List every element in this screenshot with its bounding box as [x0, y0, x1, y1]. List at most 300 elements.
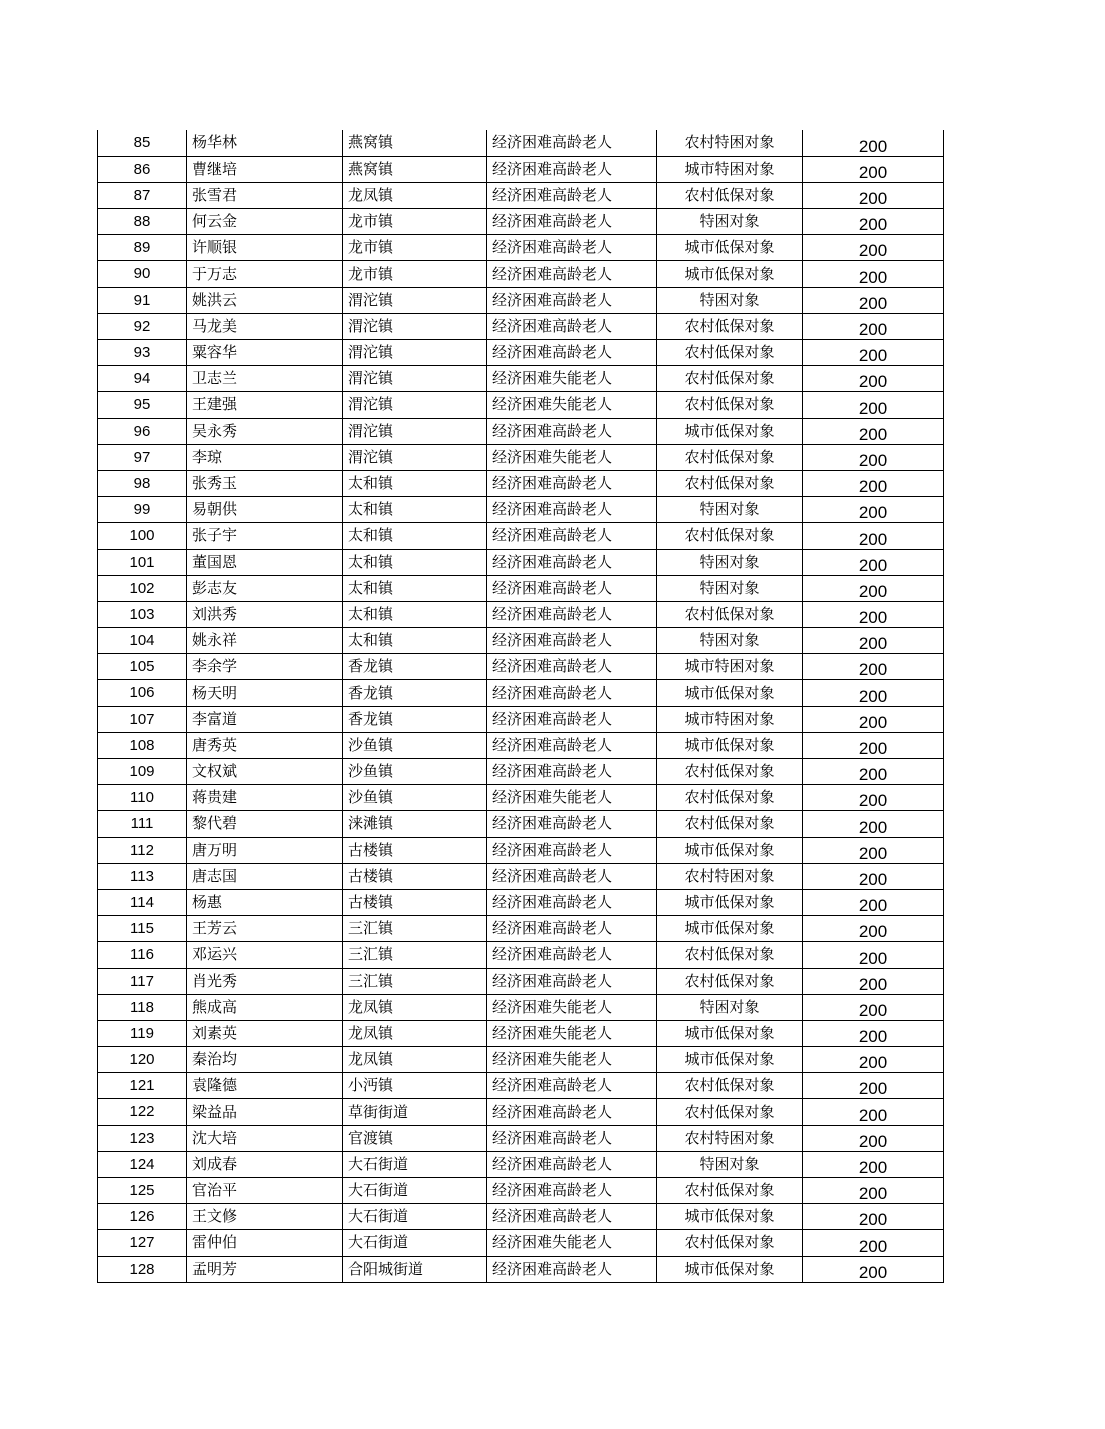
table-row — [98, 654, 944, 680]
table-row — [98, 1151, 944, 1177]
table-row — [98, 1099, 944, 1125]
amount-cell: 200 — [803, 575, 944, 601]
row-number-cell: 95 — [98, 392, 187, 418]
amount-cell: 200 — [803, 1099, 944, 1125]
subsidy-type-cell: 城市低保对象 — [657, 1256, 803, 1282]
table-row — [98, 156, 944, 182]
row-number-cell: 100 — [98, 523, 187, 549]
row-number-cell: 109 — [98, 759, 187, 785]
category-cell: 经济困难高龄老人 — [487, 601, 657, 627]
row-number-cell: 99 — [98, 497, 187, 523]
town-cell: 太和镇 — [343, 470, 487, 496]
amount-cell: 200 — [803, 523, 944, 549]
amount-cell: 200 — [803, 1020, 944, 1046]
table-row — [98, 235, 944, 261]
row-number-cell: 92 — [98, 313, 187, 339]
row-number-cell: 110 — [98, 785, 187, 811]
town-cell: 太和镇 — [343, 575, 487, 601]
category-cell: 经济困难失能老人 — [487, 444, 657, 470]
row-number-cell: 107 — [98, 706, 187, 732]
town-cell: 小沔镇 — [343, 1073, 487, 1099]
category-cell: 经济困难失能老人 — [487, 392, 657, 418]
name-cell: 梁益品 — [187, 1099, 343, 1125]
category-cell: 经济困难高龄老人 — [487, 1073, 657, 1099]
table-row — [98, 418, 944, 444]
category-cell: 经济困难高龄老人 — [487, 313, 657, 339]
name-cell: 官治平 — [187, 1178, 343, 1204]
amount-cell: 200 — [803, 1151, 944, 1177]
category-cell: 经济困难高龄老人 — [487, 1178, 657, 1204]
category-cell: 经济困难高龄老人 — [487, 470, 657, 496]
town-cell: 古楼镇 — [343, 863, 487, 889]
name-cell: 曹继培 — [187, 156, 343, 182]
table-row — [98, 130, 944, 156]
name-cell: 于万志 — [187, 261, 343, 287]
town-cell: 沙鱼镇 — [343, 732, 487, 758]
amount-cell: 200 — [803, 863, 944, 889]
row-number-cell: 114 — [98, 889, 187, 915]
row-number-cell: 113 — [98, 863, 187, 889]
name-cell: 杨天明 — [187, 680, 343, 706]
row-number-cell: 121 — [98, 1073, 187, 1099]
name-cell: 文权斌 — [187, 759, 343, 785]
subsidy-type-cell: 城市低保对象 — [657, 235, 803, 261]
category-cell: 经济困难失能老人 — [487, 1020, 657, 1046]
town-cell: 三汇镇 — [343, 916, 487, 942]
subsidy-type-cell: 城市低保对象 — [657, 916, 803, 942]
amount-cell: 200 — [803, 837, 944, 863]
row-number-cell: 87 — [98, 182, 187, 208]
table-row — [98, 889, 944, 915]
name-cell: 刘洪秀 — [187, 601, 343, 627]
town-cell: 三汇镇 — [343, 968, 487, 994]
row-number-cell: 89 — [98, 235, 187, 261]
name-cell: 孟明芳 — [187, 1256, 343, 1282]
amount-cell: 200 — [803, 287, 944, 313]
town-cell: 大石街道 — [343, 1151, 487, 1177]
name-cell: 刘素英 — [187, 1020, 343, 1046]
amount-cell: 200 — [803, 182, 944, 208]
subsidy-type-cell: 特困对象 — [657, 994, 803, 1020]
row-number-cell: 108 — [98, 732, 187, 758]
subsidy-type-cell: 特困对象 — [657, 209, 803, 235]
subsidy-type-cell: 农村特困对象 — [657, 130, 803, 156]
name-cell: 张雪君 — [187, 182, 343, 208]
name-cell: 秦治均 — [187, 1047, 343, 1073]
town-cell: 沙鱼镇 — [343, 759, 487, 785]
town-cell: 燕窝镇 — [343, 156, 487, 182]
category-cell: 经济困难高龄老人 — [487, 1151, 657, 1177]
table-row — [98, 287, 944, 313]
category-cell: 经济困难高龄老人 — [487, 549, 657, 575]
town-cell: 渭沱镇 — [343, 366, 487, 392]
name-cell: 粟容华 — [187, 340, 343, 366]
category-cell: 经济困难高龄老人 — [487, 523, 657, 549]
amount-cell: 200 — [803, 392, 944, 418]
amount-cell: 200 — [803, 1047, 944, 1073]
subsidy-type-cell: 农村低保对象 — [657, 785, 803, 811]
category-cell: 经济困难高龄老人 — [487, 182, 657, 208]
subsidy-type-cell: 农村低保对象 — [657, 1178, 803, 1204]
name-cell: 肖光秀 — [187, 968, 343, 994]
subsidy-type-cell: 城市特困对象 — [657, 654, 803, 680]
subsidy-type-cell: 城市特困对象 — [657, 156, 803, 182]
town-cell: 龙凤镇 — [343, 1047, 487, 1073]
town-cell: 龙市镇 — [343, 261, 487, 287]
amount-cell: 200 — [803, 916, 944, 942]
town-cell: 太和镇 — [343, 601, 487, 627]
name-cell: 李余学 — [187, 654, 343, 680]
table-row — [98, 1125, 944, 1151]
amount-cell: 200 — [803, 732, 944, 758]
town-cell: 沙鱼镇 — [343, 785, 487, 811]
table-row — [98, 366, 944, 392]
subsidy-type-cell: 特困对象 — [657, 497, 803, 523]
name-cell: 王文修 — [187, 1204, 343, 1230]
town-cell: 渭沱镇 — [343, 340, 487, 366]
subsidy-type-cell: 农村低保对象 — [657, 444, 803, 470]
row-number-cell: 115 — [98, 916, 187, 942]
row-number-cell: 86 — [98, 156, 187, 182]
table-row — [98, 1178, 944, 1204]
subsidy-type-cell: 农村特困对象 — [657, 863, 803, 889]
name-cell: 熊成高 — [187, 994, 343, 1020]
amount-cell: 200 — [803, 497, 944, 523]
category-cell: 经济困难高龄老人 — [487, 235, 657, 261]
amount-cell: 200 — [803, 313, 944, 339]
category-cell: 经济困难高龄老人 — [487, 497, 657, 523]
town-cell: 官渡镇 — [343, 1125, 487, 1151]
name-cell: 张子宇 — [187, 523, 343, 549]
town-cell: 大石街道 — [343, 1178, 487, 1204]
name-cell: 何云金 — [187, 209, 343, 235]
town-cell: 太和镇 — [343, 497, 487, 523]
row-number-cell: 90 — [98, 261, 187, 287]
row-number-cell: 101 — [98, 549, 187, 575]
name-cell: 姚永祥 — [187, 628, 343, 654]
table-row — [98, 1256, 944, 1282]
name-cell: 李富道 — [187, 706, 343, 732]
subsidy-type-cell: 农村低保对象 — [657, 759, 803, 785]
town-cell: 渭沱镇 — [343, 392, 487, 418]
table-row — [98, 628, 944, 654]
subsidy-type-cell: 农村低保对象 — [657, 968, 803, 994]
row-number-cell: 98 — [98, 470, 187, 496]
name-cell: 蒋贵建 — [187, 785, 343, 811]
town-cell: 渭沱镇 — [343, 287, 487, 313]
table-row — [98, 392, 944, 418]
subsidy-type-cell: 特困对象 — [657, 1151, 803, 1177]
town-cell: 香龙镇 — [343, 654, 487, 680]
row-number-cell: 127 — [98, 1230, 187, 1256]
amount-cell: 200 — [803, 1178, 944, 1204]
town-cell: 香龙镇 — [343, 680, 487, 706]
row-number-cell: 125 — [98, 1178, 187, 1204]
category-cell: 经济困难高龄老人 — [487, 1125, 657, 1151]
subsidy-type-cell: 农村低保对象 — [657, 942, 803, 968]
town-cell: 渭沱镇 — [343, 418, 487, 444]
name-cell: 邓运兴 — [187, 942, 343, 968]
category-cell: 经济困难高龄老人 — [487, 732, 657, 758]
row-number-cell: 106 — [98, 680, 187, 706]
category-cell: 经济困难高龄老人 — [487, 1204, 657, 1230]
name-cell: 吴永秀 — [187, 418, 343, 444]
row-number-cell: 119 — [98, 1020, 187, 1046]
subsidy-type-cell: 农村低保对象 — [657, 313, 803, 339]
subsidy-type-cell: 农村低保对象 — [657, 392, 803, 418]
table-row — [98, 523, 944, 549]
table-body — [98, 130, 944, 1282]
table-row — [98, 680, 944, 706]
town-cell: 燕窝镇 — [343, 130, 487, 156]
amount-cell: 200 — [803, 418, 944, 444]
table-row — [98, 1204, 944, 1230]
subsidy-type-cell: 城市特困对象 — [657, 706, 803, 732]
town-cell: 龙凤镇 — [343, 182, 487, 208]
subsidy-type-cell: 城市低保对象 — [657, 1204, 803, 1230]
name-cell: 唐志国 — [187, 863, 343, 889]
subsidy-type-cell: 农村低保对象 — [657, 470, 803, 496]
category-cell: 经济困难失能老人 — [487, 1230, 657, 1256]
category-cell: 经济困难失能老人 — [487, 1047, 657, 1073]
town-cell: 古楼镇 — [343, 837, 487, 863]
amount-cell: 200 — [803, 706, 944, 732]
subsidy-type-cell: 农村特困对象 — [657, 1125, 803, 1151]
name-cell: 王建强 — [187, 392, 343, 418]
amount-cell: 200 — [803, 601, 944, 627]
town-cell: 龙市镇 — [343, 209, 487, 235]
name-cell: 黎代碧 — [187, 811, 343, 837]
category-cell: 经济困难高龄老人 — [487, 759, 657, 785]
table-row — [98, 1047, 944, 1073]
table-row — [98, 549, 944, 575]
row-number-cell: 128 — [98, 1256, 187, 1282]
amount-cell: 200 — [803, 942, 944, 968]
subsidy-type-cell: 农村低保对象 — [657, 1230, 803, 1256]
town-cell: 太和镇 — [343, 523, 487, 549]
category-cell: 经济困难高龄老人 — [487, 837, 657, 863]
category-cell: 经济困难高龄老人 — [487, 287, 657, 313]
category-cell: 经济困难高龄老人 — [487, 680, 657, 706]
subsidy-type-cell: 农村低保对象 — [657, 811, 803, 837]
name-cell: 杨华林 — [187, 130, 343, 156]
subsidy-type-cell: 农村低保对象 — [657, 182, 803, 208]
subsidy-type-cell: 农村低保对象 — [657, 366, 803, 392]
row-number-cell: 118 — [98, 994, 187, 1020]
town-cell: 三汇镇 — [343, 942, 487, 968]
amount-cell: 200 — [803, 549, 944, 575]
table-row — [98, 601, 944, 627]
category-cell: 经济困难失能老人 — [487, 994, 657, 1020]
table-row — [98, 497, 944, 523]
subsidy-type-cell: 特困对象 — [657, 549, 803, 575]
name-cell: 许顺银 — [187, 235, 343, 261]
table-row — [98, 209, 944, 235]
table-row — [98, 785, 944, 811]
category-cell: 经济困难高龄老人 — [487, 1256, 657, 1282]
row-number-cell: 124 — [98, 1151, 187, 1177]
subsidy-type-cell: 城市低保对象 — [657, 732, 803, 758]
name-cell: 王芳云 — [187, 916, 343, 942]
town-cell: 古楼镇 — [343, 889, 487, 915]
name-cell: 杨惠 — [187, 889, 343, 915]
amount-cell: 200 — [803, 811, 944, 837]
subsidy-type-cell: 城市低保对象 — [657, 261, 803, 287]
town-cell: 草街街道 — [343, 1099, 487, 1125]
subsidy-type-cell: 特困对象 — [657, 287, 803, 313]
category-cell: 经济困难高龄老人 — [487, 968, 657, 994]
amount-cell: 200 — [803, 680, 944, 706]
category-cell: 经济困难高龄老人 — [487, 811, 657, 837]
subsidy-type-cell: 农村低保对象 — [657, 340, 803, 366]
town-cell: 合阳城街道 — [343, 1256, 487, 1282]
town-cell: 龙凤镇 — [343, 994, 487, 1020]
town-cell: 渭沱镇 — [343, 313, 487, 339]
town-cell: 大石街道 — [343, 1204, 487, 1230]
table-row — [98, 340, 944, 366]
town-cell: 太和镇 — [343, 549, 487, 575]
row-number-cell: 111 — [98, 811, 187, 837]
row-number-cell: 112 — [98, 837, 187, 863]
category-cell: 经济困难高龄老人 — [487, 863, 657, 889]
amount-cell: 200 — [803, 654, 944, 680]
row-number-cell: 104 — [98, 628, 187, 654]
table-row — [98, 863, 944, 889]
amount-cell: 200 — [803, 444, 944, 470]
name-cell: 雷仲伯 — [187, 1230, 343, 1256]
row-number-cell: 103 — [98, 601, 187, 627]
town-cell: 龙凤镇 — [343, 1020, 487, 1046]
amount-cell: 200 — [803, 1256, 944, 1282]
row-number-cell: 88 — [98, 209, 187, 235]
row-number-cell: 123 — [98, 1125, 187, 1151]
subsidy-type-cell: 特困对象 — [657, 628, 803, 654]
table-row — [98, 182, 944, 208]
amount-cell: 200 — [803, 1073, 944, 1099]
subsidy-type-cell: 城市低保对象 — [657, 1020, 803, 1046]
category-cell: 经济困难高龄老人 — [487, 209, 657, 235]
table-row — [98, 706, 944, 732]
table-row — [98, 1230, 944, 1256]
category-cell: 经济困难高龄老人 — [487, 418, 657, 444]
row-number-cell: 117 — [98, 968, 187, 994]
category-cell: 经济困难失能老人 — [487, 366, 657, 392]
table-row — [98, 575, 944, 601]
row-number-cell: 93 — [98, 340, 187, 366]
amount-cell: 200 — [803, 968, 944, 994]
amount-cell: 200 — [803, 235, 944, 261]
subsidy-type-cell: 城市低保对象 — [657, 680, 803, 706]
category-cell: 经济困难高龄老人 — [487, 916, 657, 942]
name-cell: 卫志兰 — [187, 366, 343, 392]
amount-cell: 200 — [803, 156, 944, 182]
category-cell: 经济困难高龄老人 — [487, 628, 657, 654]
row-number-cell: 91 — [98, 287, 187, 313]
category-cell: 经济困难高龄老人 — [487, 706, 657, 732]
category-cell: 经济困难高龄老人 — [487, 575, 657, 601]
name-cell: 张秀玉 — [187, 470, 343, 496]
table-row — [98, 444, 944, 470]
category-cell: 经济困难高龄老人 — [487, 1099, 657, 1125]
category-cell: 经济困难高龄老人 — [487, 942, 657, 968]
category-cell: 经济困难高龄老人 — [487, 340, 657, 366]
town-cell: 大石街道 — [343, 1230, 487, 1256]
category-cell: 经济困难失能老人 — [487, 785, 657, 811]
row-number-cell: 97 — [98, 444, 187, 470]
name-cell: 袁隆德 — [187, 1073, 343, 1099]
name-cell: 彭志友 — [187, 575, 343, 601]
amount-cell: 200 — [803, 785, 944, 811]
table-row — [98, 968, 944, 994]
row-number-cell: 94 — [98, 366, 187, 392]
table-row — [98, 942, 944, 968]
row-number-cell: 120 — [98, 1047, 187, 1073]
row-number-cell: 126 — [98, 1204, 187, 1230]
category-cell: 经济困难高龄老人 — [487, 156, 657, 182]
amount-cell: 200 — [803, 470, 944, 496]
subsidy-table — [97, 130, 944, 1283]
subsidy-type-cell: 城市低保对象 — [657, 418, 803, 444]
table-row — [98, 732, 944, 758]
table-row — [98, 1020, 944, 1046]
name-cell: 刘成春 — [187, 1151, 343, 1177]
amount-cell: 200 — [803, 1204, 944, 1230]
name-cell: 唐万明 — [187, 837, 343, 863]
name-cell: 马龙美 — [187, 313, 343, 339]
row-number-cell: 105 — [98, 654, 187, 680]
table-row — [98, 837, 944, 863]
town-cell: 渭沱镇 — [343, 444, 487, 470]
row-number-cell: 116 — [98, 942, 187, 968]
amount-cell: 200 — [803, 130, 944, 156]
row-number-cell: 85 — [98, 130, 187, 156]
name-cell: 易朝供 — [187, 497, 343, 523]
category-cell: 经济困难高龄老人 — [487, 130, 657, 156]
table-row — [98, 313, 944, 339]
subsidy-type-cell: 农村低保对象 — [657, 523, 803, 549]
subsidy-type-cell: 农村低保对象 — [657, 1073, 803, 1099]
town-cell: 香龙镇 — [343, 706, 487, 732]
amount-cell: 200 — [803, 261, 944, 287]
name-cell: 沈大培 — [187, 1125, 343, 1151]
amount-cell: 200 — [803, 1125, 944, 1151]
subsidy-type-cell: 城市低保对象 — [657, 889, 803, 915]
row-number-cell: 96 — [98, 418, 187, 444]
town-cell: 龙市镇 — [343, 235, 487, 261]
table-row — [98, 261, 944, 287]
name-cell: 唐秀英 — [187, 732, 343, 758]
subsidy-type-cell: 城市低保对象 — [657, 837, 803, 863]
amount-cell: 200 — [803, 994, 944, 1020]
name-cell: 李琼 — [187, 444, 343, 470]
amount-cell: 200 — [803, 628, 944, 654]
table-row — [98, 916, 944, 942]
row-number-cell: 122 — [98, 1099, 187, 1125]
name-cell: 姚洪云 — [187, 287, 343, 313]
subsidy-type-cell: 农村低保对象 — [657, 1099, 803, 1125]
row-number-cell: 102 — [98, 575, 187, 601]
category-cell: 经济困难高龄老人 — [487, 889, 657, 915]
category-cell: 经济困难高龄老人 — [487, 261, 657, 287]
amount-cell: 200 — [803, 366, 944, 392]
amount-cell: 200 — [803, 1230, 944, 1256]
amount-cell: 200 — [803, 340, 944, 366]
amount-cell: 200 — [803, 759, 944, 785]
town-cell: 太和镇 — [343, 628, 487, 654]
table-row — [98, 994, 944, 1020]
table-row — [98, 811, 944, 837]
amount-cell: 200 — [803, 889, 944, 915]
